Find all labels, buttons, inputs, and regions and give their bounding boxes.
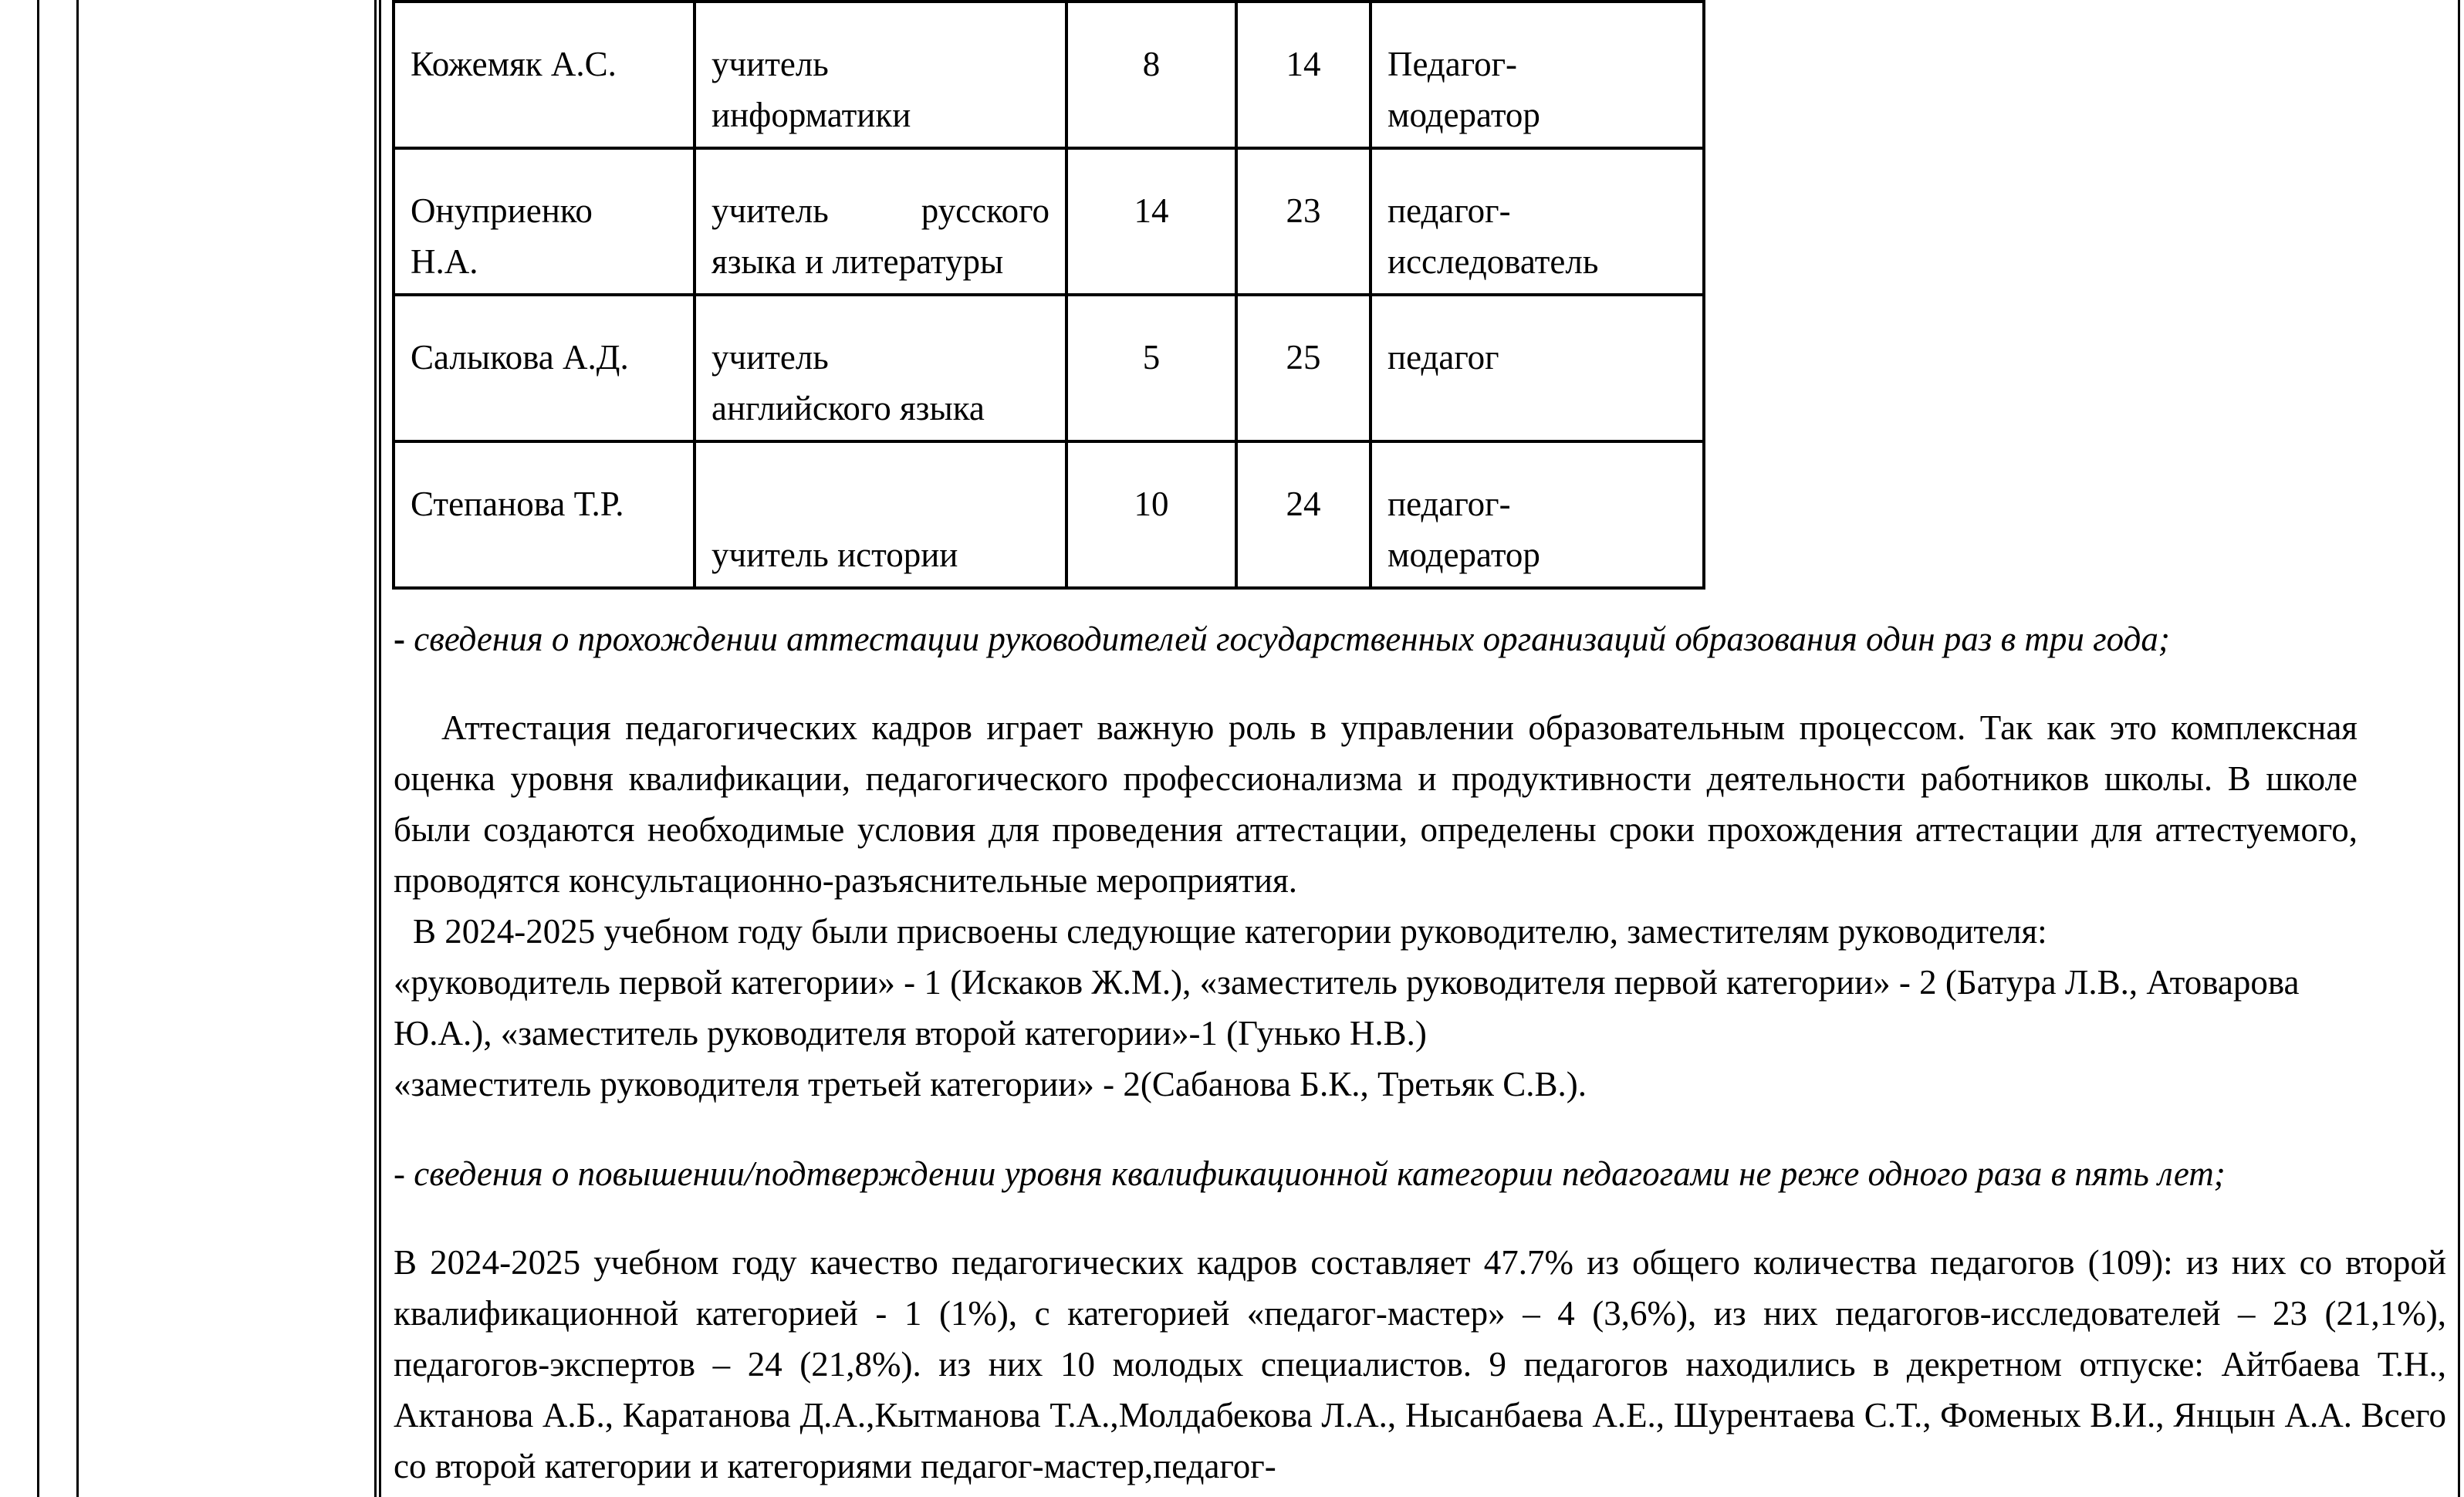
qualification-heading: [394, 1148, 2446, 1199]
table-row: [394, 2, 1704, 148]
category-line: Педагог-: [1387, 45, 1518, 83]
teacher-category: [1371, 2, 1704, 148]
table-row: [394, 295, 1704, 441]
position-line: английского языка: [711, 389, 985, 427]
teacher-category: [1371, 148, 1704, 295]
teacher-name: [394, 148, 695, 295]
category-line: педагог-: [1387, 485, 1511, 523]
outer-border-col2: [76, 0, 79, 1497]
outer-border-col3b: [379, 0, 381, 1497]
position-line: учитель русского: [711, 191, 1049, 230]
categories-paragraph: [394, 906, 2400, 1110]
experience-value: 5: [1066, 295, 1236, 441]
teacher-category: [1371, 441, 1704, 588]
experience-value: 14: [1066, 148, 1236, 295]
position-line: языка и литературы: [711, 242, 1004, 281]
position-line: учитель истории: [711, 536, 958, 574]
total-experience-value: 25: [1236, 295, 1371, 441]
category-line: педагог: [1387, 338, 1499, 377]
teacher-position: [695, 2, 1066, 148]
categories-list-end: «заместитель руководителя третьей категории» - 2(Сабанова Б.К., Третьяк С.В.).: [394, 1065, 1587, 1103]
position-line: информатики: [711, 96, 911, 134]
teacher-position: [695, 148, 1066, 295]
teacher-name: Салыкова А.Д.: [394, 295, 695, 441]
total-experience-value: 23: [1236, 148, 1371, 295]
attestation-heading: [394, 613, 2446, 664]
teacher-position: [695, 295, 1066, 441]
category-line: модератор: [1387, 536, 1540, 574]
name-text: Онуприенко Н.А.: [411, 191, 593, 281]
outer-border-left: [37, 0, 39, 1497]
experience-value: 8: [1066, 2, 1236, 148]
heading-text: сведения о прохождении аттестации руководителей государственных организаций образования один раз в три года;: [405, 620, 2170, 658]
attestation-paragraph: [394, 702, 2358, 906]
teacher-name: Степанова Т.Р.: [394, 441, 695, 588]
position-line: учитель: [711, 338, 829, 377]
teacher-name: Кожемяк А.С.: [394, 2, 695, 148]
staff-table: [392, 0, 1705, 590]
outer-border-col3: [374, 0, 377, 1497]
category-line: модератор: [1387, 96, 1540, 134]
table-row: [394, 441, 1704, 588]
categories-intro: В 2024-2025 учебном году были присвоены следующие категории руководителю, заместителям руководителя:: [413, 912, 2047, 951]
position-line: учитель: [711, 45, 829, 83]
qualification-text: В 2024-2025 учебном году качество педагогических кадров составляет 47.7% из общего количества педагогов (109): из них со второй квалификационной категорией - 1 (1%), с категорией «педагог-мастер» – 4 (3,6%), из них педагогов-исследователей – 23 (21,1%), педагогов-экспертов – 24 (21,8%). из них 10 молодых специалистов. 9 педагогов находились в декретном отпуске: Айтбаева Т.Н., Актанова А.Б., Каратанова Д.А.,Кытманова Т.А.,Молдабекова Л.А., Нысанбаева А.Е., Шурентаева С.Т., Фоменых В.И., Янцын А.А. Всего со второй категории и категориями педагог-мастер,педагог-: [394, 1243, 2446, 1485]
total-experience-value: 14: [1236, 2, 1371, 148]
attestation-text: Аттестация педагогических кадров играет важную роль в управлении образовательным процессом. Так как это комплексная оценка уровня квалификации, педагогического профессионализма и продуктивности деятельности работников школы. В школе были создаются необходимые условия для проведения аттестации, определены сроки прохождения аттестации для аттестуемого, проводятся консультационно-разъяснительные мероприятия.: [394, 708, 2358, 900]
experience-value: 10: [1066, 441, 1236, 588]
category-line: педагог-: [1387, 191, 1511, 230]
heading-dash: -: [394, 620, 405, 658]
table-row: [394, 148, 1704, 295]
outer-border-right: [2458, 0, 2460, 1497]
teacher-position: [695, 441, 1066, 588]
total-experience-value: 24: [1236, 441, 1371, 588]
qualification-paragraph: [394, 1237, 2446, 1492]
teacher-category: [1371, 295, 1704, 441]
categories-list: «руководитель первой категории» - 1 (Искаков Ж.М.), «заместитель руководителя первой категории» - 2 (Батура Л.В., Атоварова Ю.А.), «заместитель руководителя второй категории»-1 (Гунько Н.В.): [394, 963, 2300, 1053]
category-line: исследователь: [1387, 242, 1599, 281]
heading-text: - сведения о повышении/подтверждении уровня квалификационной категории педагогами не реже одного раза в пять лет;: [394, 1154, 2226, 1193]
